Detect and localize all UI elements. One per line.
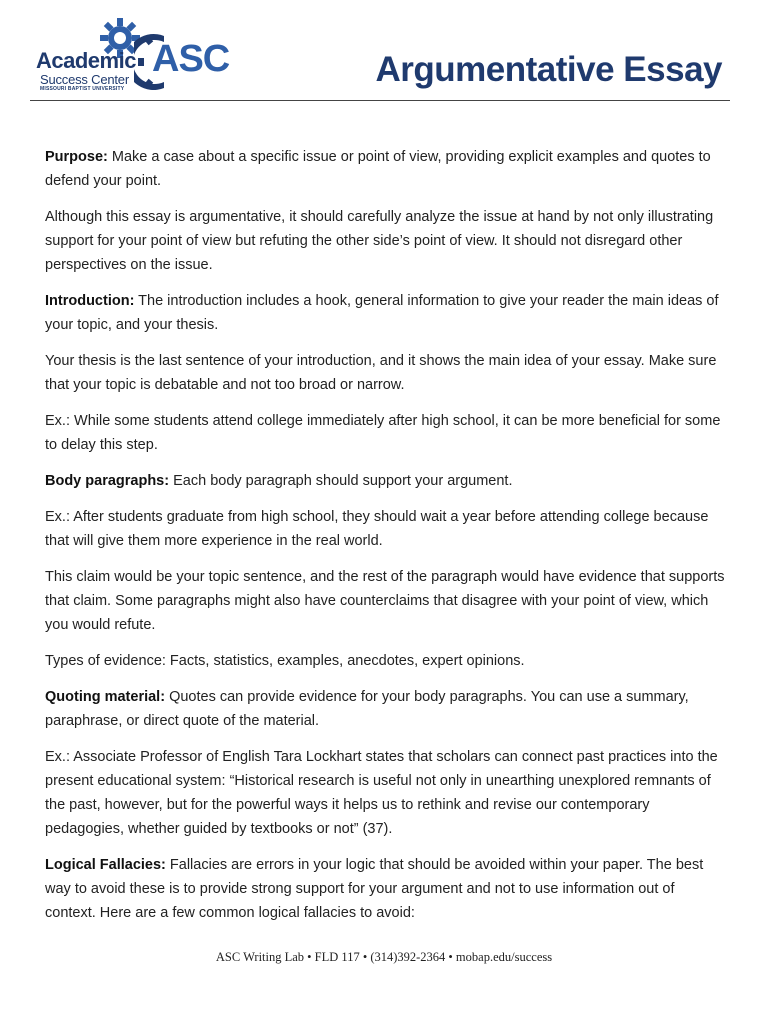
logo-success-center-text: Success Center <box>40 72 129 87</box>
paragraph-label: Introduction: <box>45 293 135 309</box>
paragraph-thesis-example <box>45 409 725 457</box>
paragraph-text: Ex.: After students graduate from high school, they should wait a year before attending college because that will give them more experience in the real world. <box>45 509 709 549</box>
paragraph-fallacies <box>45 853 725 925</box>
paragraph-introduction <box>45 289 725 337</box>
paragraph-text: Types of evidence: Facts, statistics, examples, anecdotes, expert opinions. <box>45 653 525 669</box>
paragraph-body-example <box>45 505 725 553</box>
logo-asc-text: ASC <box>152 38 230 80</box>
logo-university-text: MISSOURI BAPTIST UNIVERSITY <box>40 86 125 92</box>
page-header <box>30 14 730 101</box>
paragraph-text: Quotes can provide evidence for your body paragraphs. You can use a summary, paraphrase, or direct quote of the material. <box>45 689 689 729</box>
page-footer: ASC Writing Lab • FLD 117 • (314)392-2364 • mobap.edu/success <box>215 950 553 964</box>
paragraph-quote-example <box>45 745 725 841</box>
paragraph-text: Make a case about a specific issue or point of view, providing explicit examples and quotes to defend your point. <box>45 149 711 189</box>
logo-academic-text: Academic <box>36 48 136 73</box>
paragraph-label: Purpose: <box>45 149 108 165</box>
paragraph-analysis <box>45 205 725 277</box>
paragraph-label: Quoting material: <box>45 689 166 705</box>
paragraph-claim <box>45 565 725 637</box>
paragraph-quoting <box>45 685 725 733</box>
document-body <box>45 145 725 937</box>
paragraph-body <box>45 469 725 493</box>
asc-logo <box>34 16 230 96</box>
paragraph-text: Ex.: While some students attend college immediately after high school, it can be more beneficial for some to delay this step. <box>45 413 721 453</box>
paragraph-label: Logical Fallacies: <box>45 857 166 873</box>
paragraph-evidence-types <box>45 649 725 673</box>
page-title: Argumentative Essay <box>375 50 722 89</box>
paragraph-text: Ex.: Associate Professor of English Tara Lockhart states that scholars can connect past practices into the present educational system: “Historical research is useful not only in unearthing unexplored remnants of the past, however, but for the powerful ways it helps us to rethink and revise our contemporary pedagogies, whether guided by textbooks or not” (37). <box>45 749 718 837</box>
paragraph-label: Body paragraphs: <box>45 473 170 489</box>
paragraph-thesis <box>45 349 725 397</box>
paragraph-text: Each body paragraph should support your argument. <box>169 473 513 489</box>
paragraph-text: Your thesis is the last sentence of your introduction, and it shows the main idea of your essay. Make sure that your topic is debatable and not too broad or narrow. <box>45 353 717 393</box>
paragraph-text: Fallacies are errors in your logic that should be avoided within your paper. The best way to avoid these is to provide strong support for your argument and not to use information out of context. Here are a few common logical fallacies to avoid: <box>45 857 704 921</box>
paragraph-text: The introduction includes a hook, general information to give your reader the main ideas of your topic, and your thesis. <box>45 293 719 333</box>
paragraph-text: This claim would be your topic sentence, and the rest of the paragraph would have evidence that supports that claim. Some paragraphs might also have counterclaims that disagree with your point of view, which you would refute. <box>45 569 725 633</box>
paragraph-purpose <box>45 145 725 193</box>
paragraph-text: Although this essay is argumentative, it should carefully analyze the issue at hand by not only illustrating support for your point of view but refuting the other side’s point of view. It should not disregard other perspectives on the issue. <box>45 209 714 273</box>
